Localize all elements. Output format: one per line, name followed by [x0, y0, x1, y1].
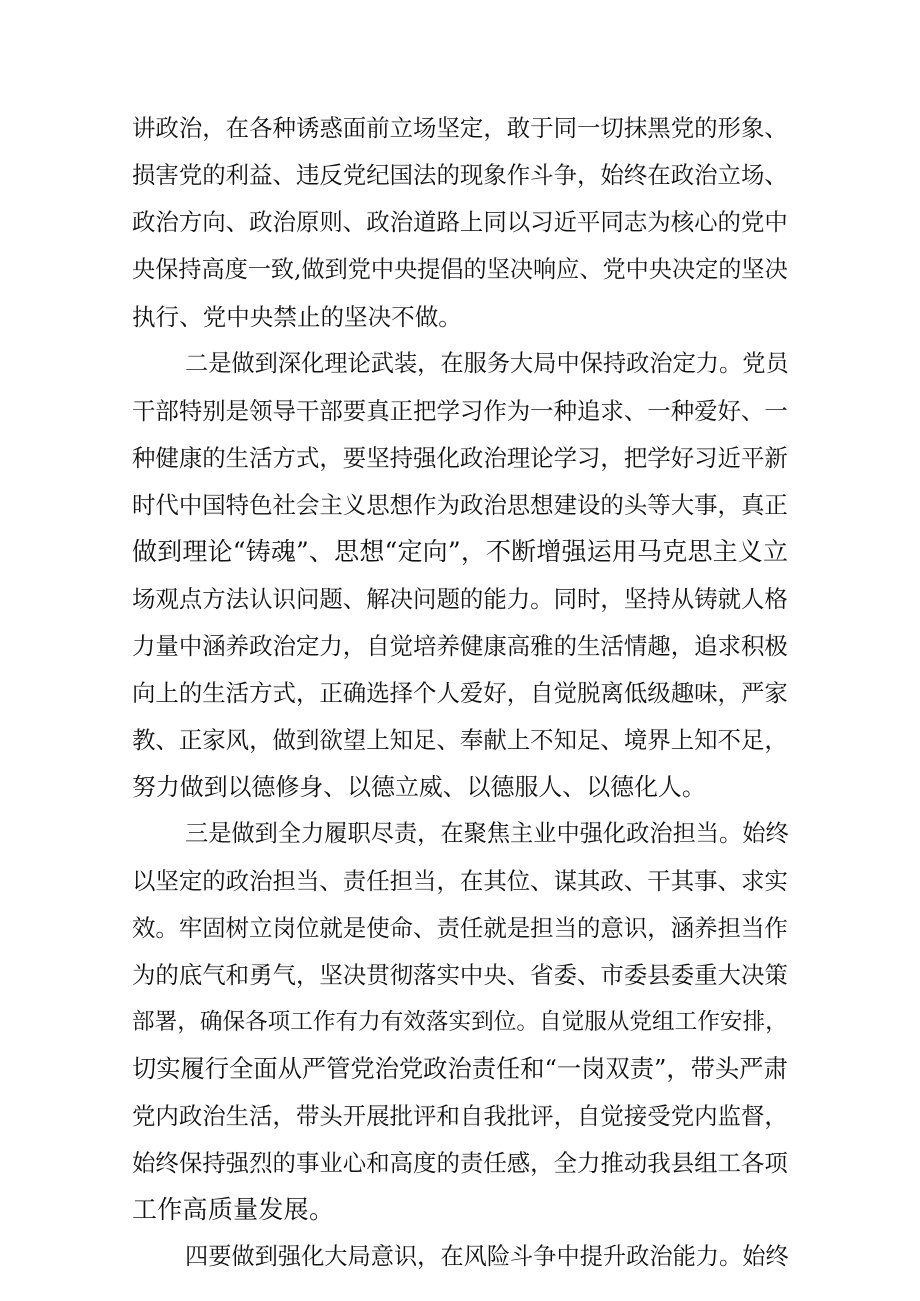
text-line: 种健康的生活方式，要坚持强化政治理论学习，把学好习近平新	[132, 444, 788, 472]
text-line: 执行、党中央禁止的坚决不做。	[132, 303, 462, 331]
text-line: 四要做到强化大局意识，在风险斗争中提升政治能力。始终	[185, 1243, 789, 1270]
text-line: 损害党的利益、违反党纪国法的现象作斗争，始终在政治立场、	[132, 161, 788, 189]
text-line: 讲政治，在各种诱惑面前立场坚定，敢于同一切抹黑党的形象、	[132, 114, 788, 142]
text-line: 切实履行全面从严管党治党政治责任和“一岗双责”，带头严肃	[132, 1054, 788, 1083]
text-line: 时代中国特色社会主义思想作为政治思想建设的头等大事，真正	[132, 491, 788, 519]
text-line: 始终保持强烈的事业心和高度的责任感，全力推动我县组工各项	[132, 1149, 788, 1177]
text-line: 力量中涵养政治定力，自觉培养健康高雅的生活情趣，追求积极	[132, 632, 788, 660]
text-line: 政治方向、政治原则、政治道路上同以习近平同志为核心的党中	[132, 208, 788, 236]
text-line: 努力做到以德修身、以德立威、以德服人、以德化人。	[132, 773, 706, 801]
text-line: 向上的生活方式，正确选择个人爱好，自觉脱离低级趣味，严家	[132, 679, 788, 707]
text-line: 为的底气和勇气，坚决贯彻落实中央、省委、市委县委重大决策	[132, 961, 788, 989]
text-line: 场观点方法认识问题、解决问题的能力。同时，坚持从铸就人格	[132, 585, 788, 613]
text-line: 干部特别是领导干部要真正把学习作为一种追求、一种爱好、一	[132, 397, 788, 425]
text-line: 效。牢固树立岗位就是使命、责任就是担当的意识，涵养担当作	[132, 914, 788, 942]
text-line: 工作高质量发展。	[132, 1195, 335, 1224]
text-line: 以坚定的政治担当、责任担当，在其位、谋其政、干其事、求实	[132, 867, 788, 895]
text-line: 做到理论“铸魂”、思想“定向”，不断增强运用马克思主义立	[132, 537, 789, 566]
text-line: 二是做到深化理论武装，在服务大局中保持政治定力。党员	[185, 350, 789, 377]
text-line: 党内政治生活，带头开展批评和自我批评，自觉接受党内监督，	[132, 1102, 788, 1130]
text-line: 三是做到全力履职尽责，在聚焦主业中强化政治担当。始终	[185, 820, 789, 847]
text-line: 教、正家风，做到欲望上知足、奉献上不知足、境界上知不足，	[132, 726, 788, 754]
text-line: 部署，确保各项工作有力有效落实到位。自觉服从党组工作安排，	[132, 1009, 788, 1035]
text-line: 央保持高度一致,做到党中央提倡的坚决响应、党中央决定的坚决	[132, 256, 788, 283]
